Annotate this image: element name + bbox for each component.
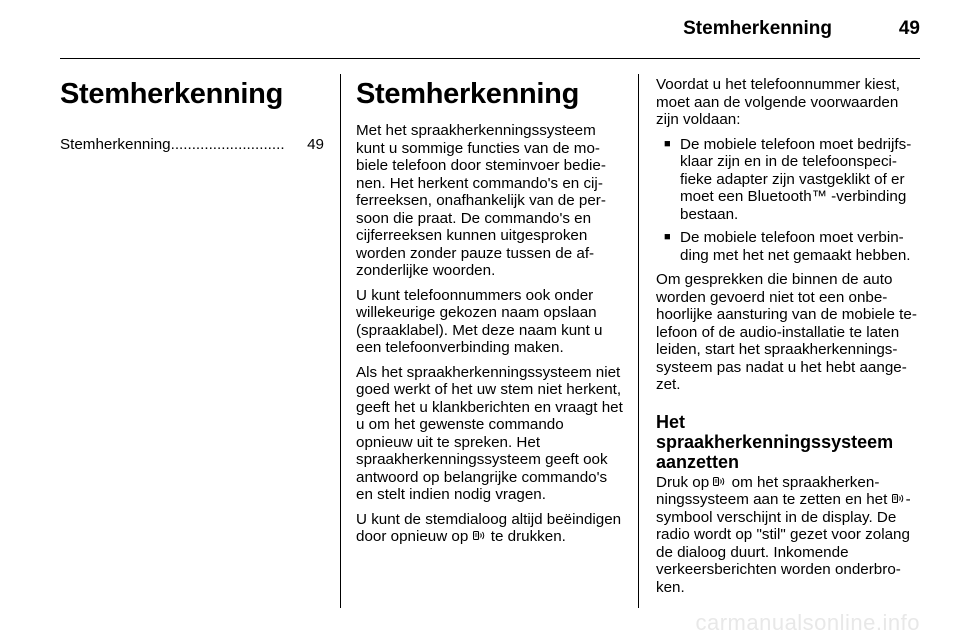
header-rule [60,58,920,59]
activation-paragraph [656,474,922,597]
toc-entry-page: 49 [307,136,324,153]
section-paragraph: Als het spraakherkenningssysteem niet goed werkt of het uw stem niet herkent, geeft het u klankberichten en vraagt het u om het gewenste commando opnieuw uit te spreken. Het spraakherkenningssysteem geeft ook antwoord op belangrijke commando's en stelt indien nodig vragen. [356,363,623,503]
section-title: Stemherkenning [356,78,580,110]
text-run: om het spraakherkenningssysteem aan te zetten en het [656,473,892,508]
text-run: te drukken. [486,528,566,545]
running-header-title: Stemherkenning [683,18,832,39]
list-item-text: De mobiele telefoon moet verbinding met het net gemaakt hebben. [680,229,911,264]
page-number: 49 [898,18,920,39]
toc-entry-label: Stemherkenning [60,136,171,153]
bullet-square: ■ [664,137,671,150]
text-run: Druk op [656,473,714,491]
list-item [664,136,922,224]
column-divider-1 [340,74,341,608]
list-item-text: De mobiele telefoon moet bedrijfsklaar zijn en in de telefoonspecifieke adapter zijn vastgeklikt of er moet een Bluetooth™ -verbinding bestaan. [680,135,912,223]
text-run: U kunt de stemdialoog altijd beëindigen door opnieuw op [356,510,622,545]
conditions-column [656,76,922,603]
section-paragraph-end-dialog [356,511,624,546]
text-run: -symbool verschijnt in de display. De radio wordt op "stil" gezet voor zolang de dialoog duurt. Inkomende verkeersberichten worden onderbroken. [656,491,911,596]
toc-title: Stemherkenning [60,78,284,110]
conditions-intro: Voordat u het telefoonnummer kiest, moet aan de volgende voorwaarden zijn voldaan: [656,76,900,128]
toc-column [60,76,324,154]
voice-command-icon [892,492,906,504]
section-column [356,76,624,553]
subsection-heading: Het spraakherkenningssysteem aanzetten [656,411,894,472]
section-paragraph: U kunt telefoonnummers ook onder willekeurige gekozen naam opslaan (spraaklabel). Met deze naam kunt u een telefoonverbinding maken. [356,286,603,356]
section-paragraph: Met het spraakherkenningssysteem kunt u sommige functies van de mobiele telefoon door steminvoer bedienen. Het herkent commando's en cijferreeksen, onafhankelijk van de persoon die praat. De commando's en cijferreeksen kunnen uitgesproken worden zonder pauze tussen de afzonderlijke woorden. [356,122,606,279]
voice-command-icon [473,529,487,541]
watermark: carmanualsonline.info [695,610,920,635]
voice-command-icon [713,475,727,487]
list-item [664,229,922,264]
in-car-paragraph: Om gesprekken die binnen de auto worden gevoerd niet tot een onbehoorlijke aansturing van de mobiele telefoon of de audio-installatie te laten leiden, start het spraakherkenningssysteem pas nadat u het hebt aangezet. [656,271,917,393]
toc-entry[interactable] [60,136,324,154]
column-divider-2 [638,74,639,608]
bullet-square: ■ [664,231,671,243]
toc-entry-dots: ........................... [170,136,285,153]
